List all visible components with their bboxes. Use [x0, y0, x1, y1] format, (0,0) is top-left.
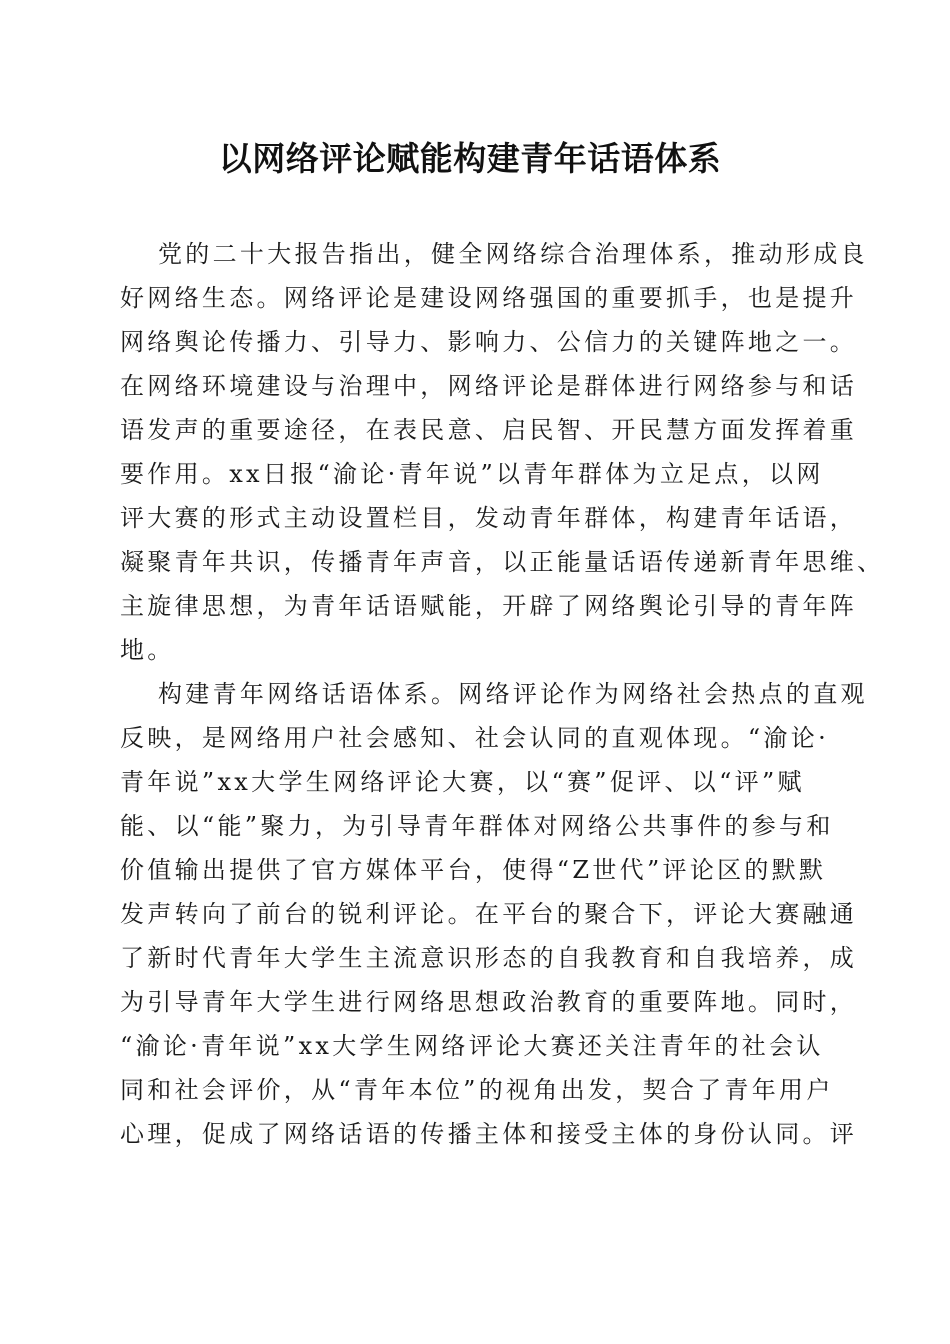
- document-body: [120, 232, 885, 1156]
- text-line: 凝聚青年共识，传播青年声音，以正能量话语传递新青年思维、: [120, 548, 885, 576]
- text-line: 党的二十大报告指出，健全网络综合治理体系，推动形成良: [158, 240, 868, 268]
- text-line: 构建青年网络话语体系。网络评论作为网络社会热点的直观: [158, 680, 868, 708]
- text-line: 青年说”xx大学生网络评论大赛，以“赛”促评、以“评”赋: [120, 768, 805, 796]
- text-line: 能、以“能”聚力，为引导青年群体对网络公共事件的参与和: [120, 812, 834, 840]
- text-line: 为引导青年大学生进行网络思想政治教育的重要阵地。同时，: [120, 988, 858, 1016]
- text-line: 心理，促成了网络话语的传播主体和接受主体的身份认同。评: [120, 1120, 858, 1148]
- text-line: 同和社会评价，从“青年本位”的视角出发，契合了青年用户: [120, 1076, 834, 1104]
- paragraph-1: [120, 232, 885, 672]
- text-line: 要作用。xx日报“渝论·青年说”以青年群体为立足点，以网: [120, 460, 824, 488]
- text-line: 评大赛的形式主动设置栏目，发动青年群体，构建青年话语，: [120, 504, 858, 532]
- text-line: “渝论·青年说”xx大学生网络评论大赛还关注青年的社会认: [120, 1032, 824, 1060]
- text-line: 价值输出提供了官方媒体平台，使得“Z世代”评论区的默默: [120, 856, 827, 884]
- text-line: 地。: [120, 636, 175, 664]
- text-line: 发声转向了前台的锐利评论。在平台的聚合下，评论大赛融通: [120, 900, 858, 928]
- text-line: 主旋律思想，为青年话语赋能，开辟了网络舆论引导的青年阵: [120, 592, 858, 620]
- text-line: 反映，是网络用户社会感知、社会认同的直观体现。“渝论·: [120, 724, 829, 752]
- text-line: 在网络环境建设与治理中，网络评论是群体进行网络参与和话: [120, 372, 858, 400]
- text-line: 了新时代青年大学生主流意识形态的自我教育和自我培养，成: [120, 944, 858, 972]
- text-line: 语发声的重要途径，在表民意、启民智、开民慧方面发挥着重: [120, 416, 858, 444]
- paragraph-2: [120, 672, 868, 1156]
- text-line: 网络舆论传播力、引导力、影响力、公信力的关键阵地之一。: [120, 328, 858, 356]
- text-line: 好网络生态。网络评论是建设网络强国的重要抓手，也是提升: [120, 284, 858, 312]
- document-title: 以网络评论赋能构建青年话语体系: [218, 139, 722, 178]
